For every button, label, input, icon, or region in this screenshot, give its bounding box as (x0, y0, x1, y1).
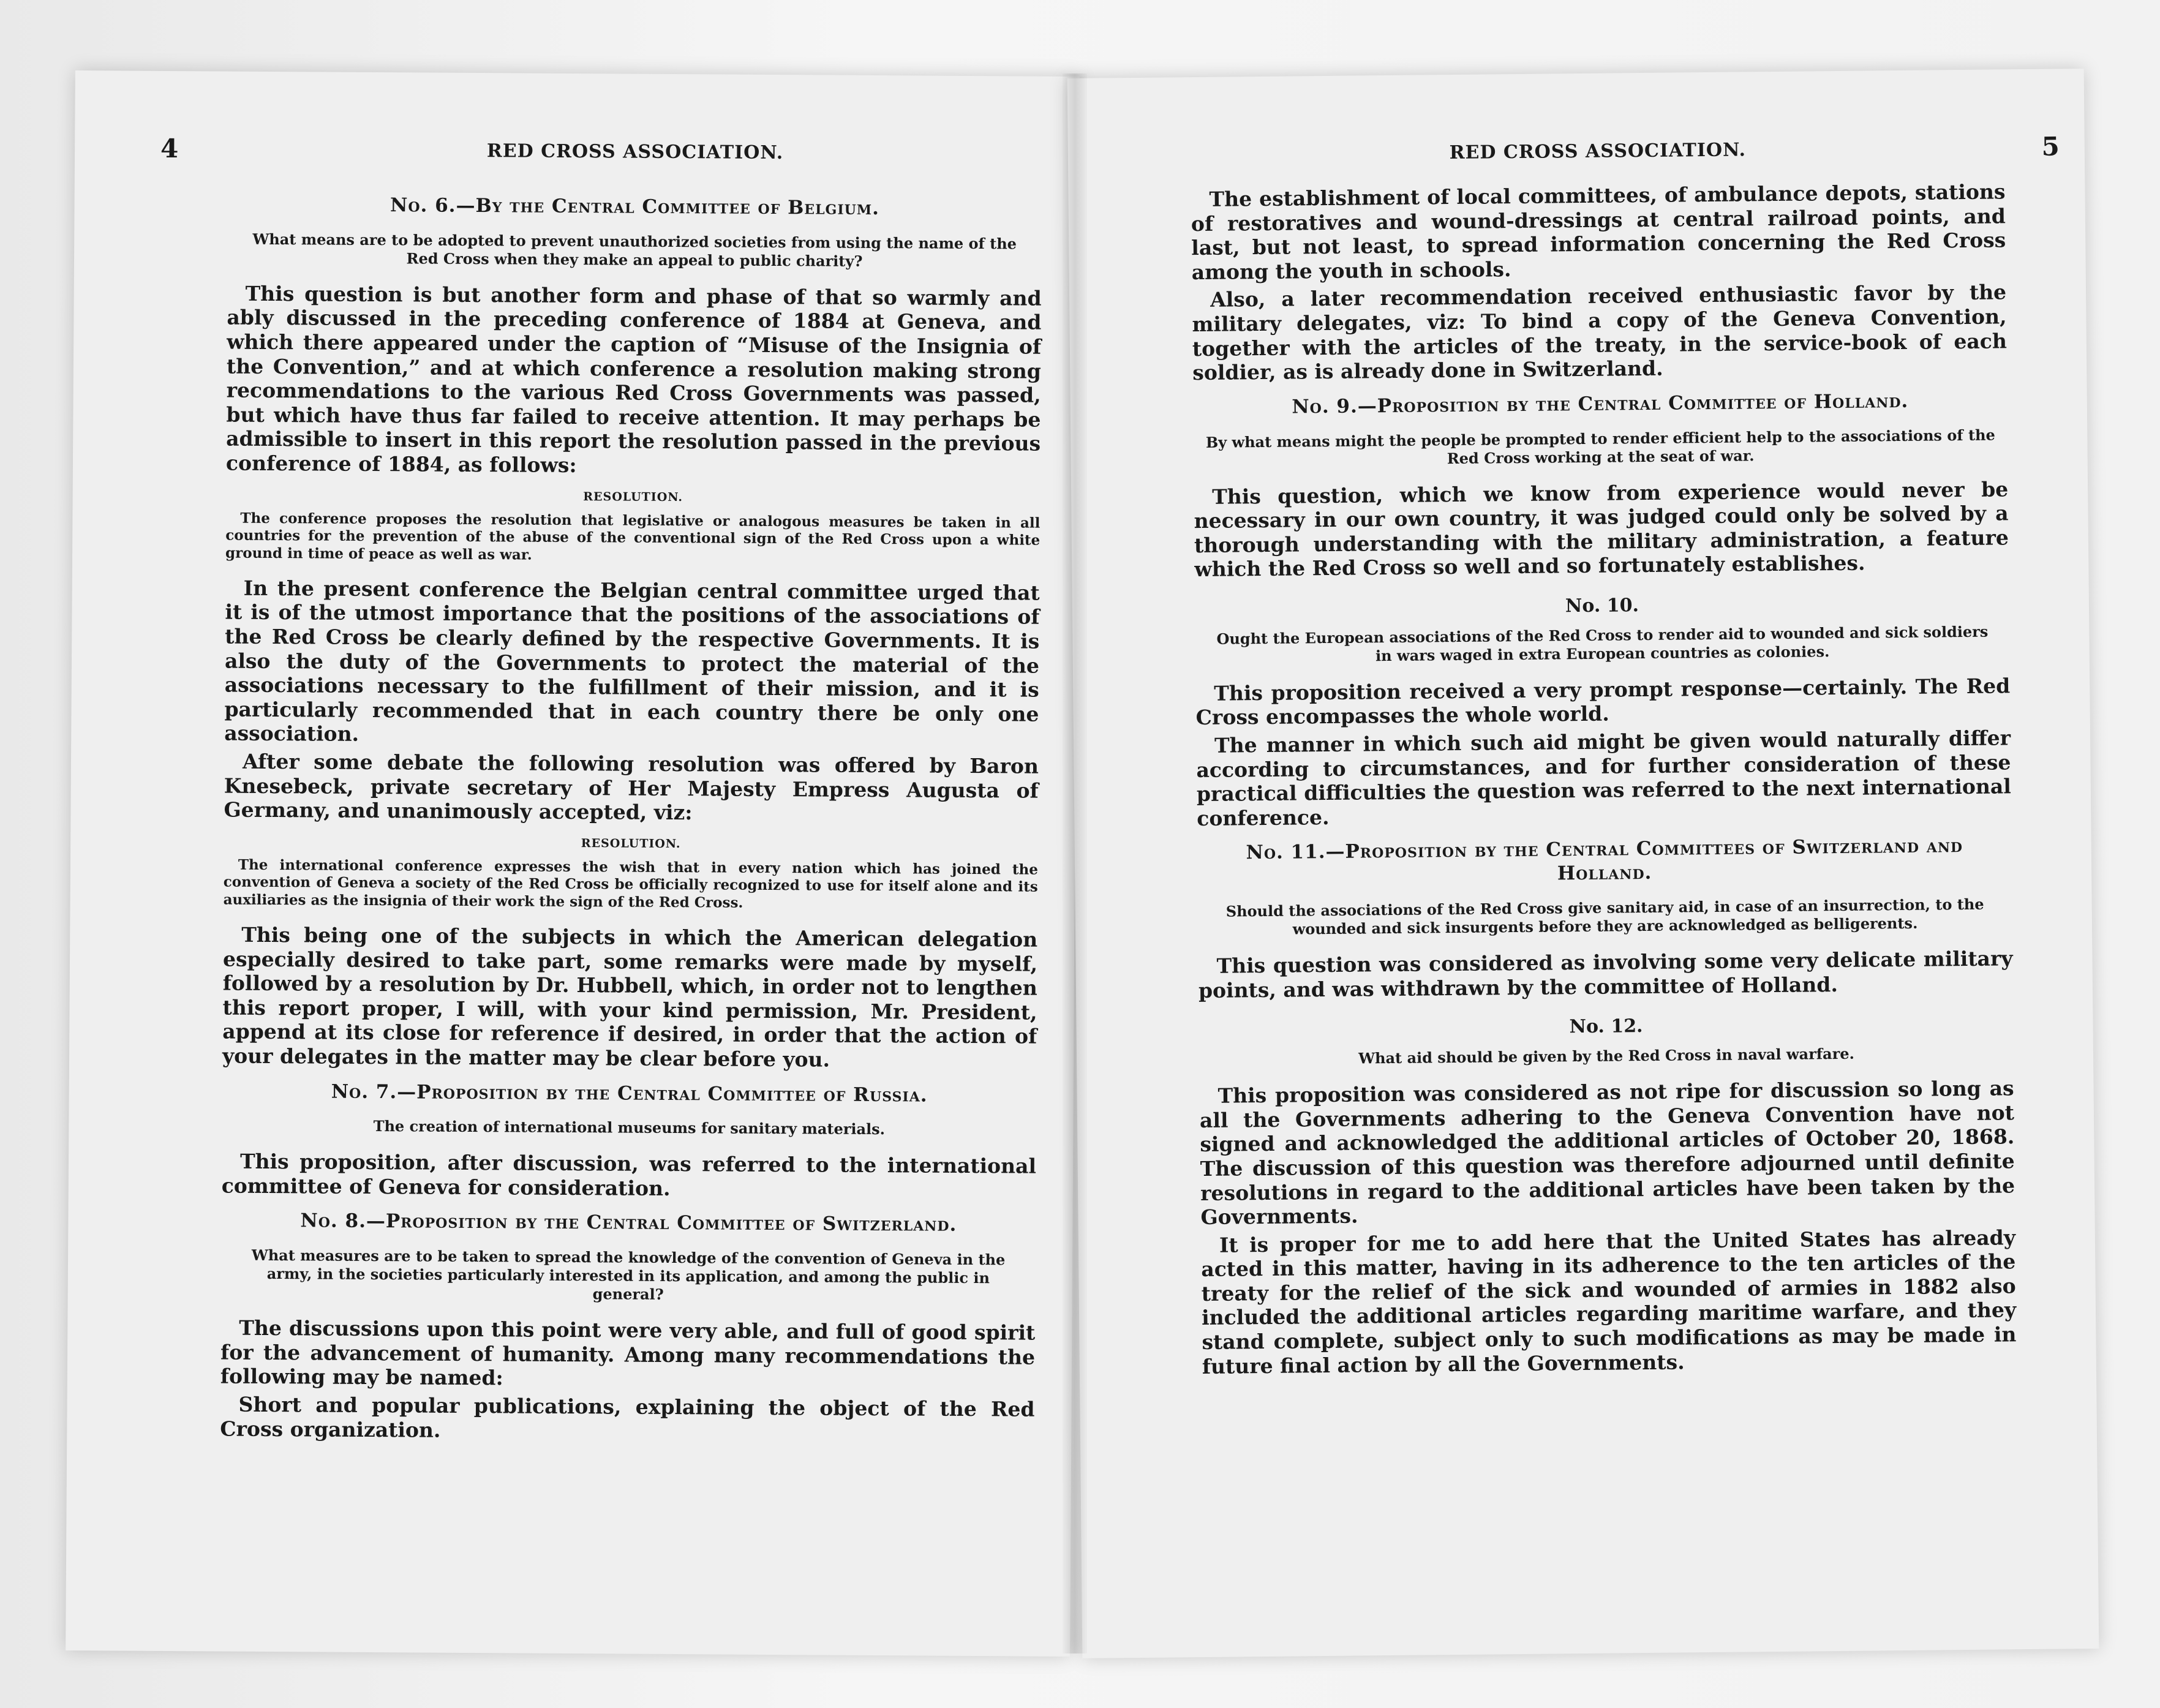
resolution-2-heading: RESOLUTION. (581, 836, 681, 851)
resolution-2-text: The international conference expresses the wish that in every nation which has joined the convention of Geneva a society of the Red Cross be officially recognized to use for itself alone and its auxiliaries as the insignia of their work the sign of the Red Cross. (223, 856, 1039, 911)
continuation-paragraph-2: Also, a later recommendation received enthusiastic favor by the military delegates, viz: To bind a copy of the Geneva Convention, together with the articles of the treaty, in the service-book of each soldier, as is already done in Switzerland. (1192, 280, 2008, 385)
left-page-column (160, 133, 1042, 1450)
section-6-heading: No. 6.—By the Central Committee of Belgium. (389, 194, 880, 220)
page-number-right: 5 (2041, 131, 2061, 162)
running-head-title-left: RED CROSS ASSOCIATION. (486, 140, 784, 164)
left-running-head (160, 133, 1042, 187)
page-number-left: 4 (160, 133, 179, 164)
section-10-paragraph-2: The manner in which such aid might be given would naturally differ according to circumstances, and for further consideration of these practical difficulties the question was referred to the next international conference. (1196, 726, 2012, 830)
section-12-paragraph-2: It is proper for me to add here that the United States has already acted in this matter, having in its adherence to the ten articles of the treaty for the relief of the sick and wounded of armies in 1882 also included the additional articles regarding maritime warfare, and they stand complete, subject only to such modifications as may be made in future final action by all the Governments. (1201, 1225, 2017, 1379)
left-page (66, 70, 1080, 1657)
section-8-paragraph-1: The discussions upon this point were very able, and full of good spirit for the advancement of humanity. Among many recommendations the following may be named: (220, 1315, 1036, 1390)
resolution-1-heading: RESOLUTION. (583, 489, 683, 504)
section-11-heading: No. 11.—Proposition by the Central Committees of Switzerland and Holland. (1246, 835, 1963, 885)
book-gutter (1063, 73, 1087, 1653)
section-12-paragraph-1: This proposition was considered as not ripe for discussion so long as all the Governments adhering to the Geneva Convention have not signed and acknowledged the additional articles of October 20, 1868. The discussion of this question was therefore adjourned until definite resolutions in regard to the additional articles have been taken by the Governments. (1199, 1076, 2015, 1230)
section-8-heading: No. 8.—Proposition by the Central Committee of Switzerland. (300, 1210, 957, 1236)
section-11-paragraph-1: This question was considered as involving some very delicate military points, and was withdrawn by the committee of Holland. (1198, 946, 2013, 1003)
section-12-heading: No. 12. (1569, 1015, 1643, 1038)
section-10-question: Ought the European associations of the Red Cross to render aid to wounded and sick soldiers in wars waged in extra European countries as colonies. (1216, 622, 1989, 665)
resolution-1-text: The conference proposes the resolution that legislative or analogous measures be taken in all countries for the prevention of the abuse of the conventional sign of the Red Cross upon a white ground in time of peace as well as war. (225, 510, 1040, 563)
section-11-question: Should the associations of the Red Cross give sanitary aid, in case of an insurrection, to the wounded and sick insurgents before they are acknowledged as belligerents. (1225, 895, 1984, 938)
section-6-paragraph-4: This being one of the subjects in which the American delegation especially desired to take part, some remarks were made by myself, followed by a resolution by Dr. Hubbell, which, in order not to lengthen this report proper, I will, with your kind permission, Mr. President, append at its close for reference if desired, in order that the action of your delegates in the matter may be clear before you. (222, 922, 1038, 1072)
right-page (1067, 69, 2099, 1658)
section-7-question: The creation of international museums for sanitary materials. (373, 1117, 886, 1138)
section-9-question: By what means might the people be prompted to render efficient help to the associations of the Red Cross working at the seat of war. (1205, 426, 1995, 467)
right-running-head (1191, 131, 2061, 187)
section-9-paragraph-1: This question, which we know from experience would never be necessary in our own country, it was judged could only be solved by a thorough understanding with the military administration, a feature which the Red Cross so well and so fortunately establishes. (1194, 476, 2009, 582)
section-8-paragraph-2: Short and popular publications, explaining the object of the Red Cross organization. (220, 1392, 1035, 1442)
section-6-paragraph-2: In the present conference the Belgian central committee urged that it is of the utmost importance that the positions of the associations of the Red Cross be clearly defined by the respective Governments. It is also the duty of the Governments to protect the material of the associations necessary to the fulfillment of their mission, and it is particularly recommended that in each country there be only one association. (224, 576, 1040, 747)
section-6-paragraph-1: This question is but another form and phase of that so warmly and ably discussed in the preceding conference of 1884 at Geneva, and which there appeared under the caption of “Misuse of the Insignia of the Convention,” and at which conference a resolution making strong recommendations to the various Red Cross Governments was passed, but which have thus far failed to receive attention. It may perhaps be admissible to insert in this report the resolution passed in the previous conference of 1884, as follows: (225, 281, 1042, 477)
section-7-heading: No. 7.—Proposition by the Central Committee of Russia. (331, 1080, 928, 1107)
running-head-title-right: RED CROSS ASSOCIATION. (1449, 139, 1747, 164)
section-6-paragraph-3: After some debate the following resolution was offered by Baron Knesebeck, private secretary of Her Majesty Empress Augusta of Germany, and unanimously accepted, viz: (224, 749, 1039, 825)
right-page-column (1191, 131, 2061, 1382)
section-7-paragraph-1: This proposition, after discussion, was referred to the international committee of Geneva for consideration. (221, 1149, 1037, 1200)
section-6-question: What means are to be adopted to prevent unauthorized societies from using the name of the Red Cross when they make an appeal to public charity? (252, 230, 1017, 270)
section-8-question: What measures are to be taken to spread the knowledge of the convention of Geneva in the army, in the societies particularly interested in its application, and among the public in general? (251, 1246, 1006, 1304)
section-12-question: What aid should be given by the Red Cross in naval warfare. (1358, 1044, 1855, 1067)
section-10-paragraph-1: This proposition received a very prompt response—certainly. The Red Cross encompasses the whole world. (1195, 674, 2011, 730)
continuation-paragraph-1: The establishment of local committees, of ambulance depots, stations of restoratives and wound-dressings at central railroad points, and last, but not least, to spread information concerning the Red Cross among the youth in schools. (1191, 179, 2006, 284)
section-10-heading: No. 10. (1565, 594, 1639, 617)
section-9-heading: No. 9.—Proposition by the Central Committee of Holland. (1292, 389, 1909, 418)
